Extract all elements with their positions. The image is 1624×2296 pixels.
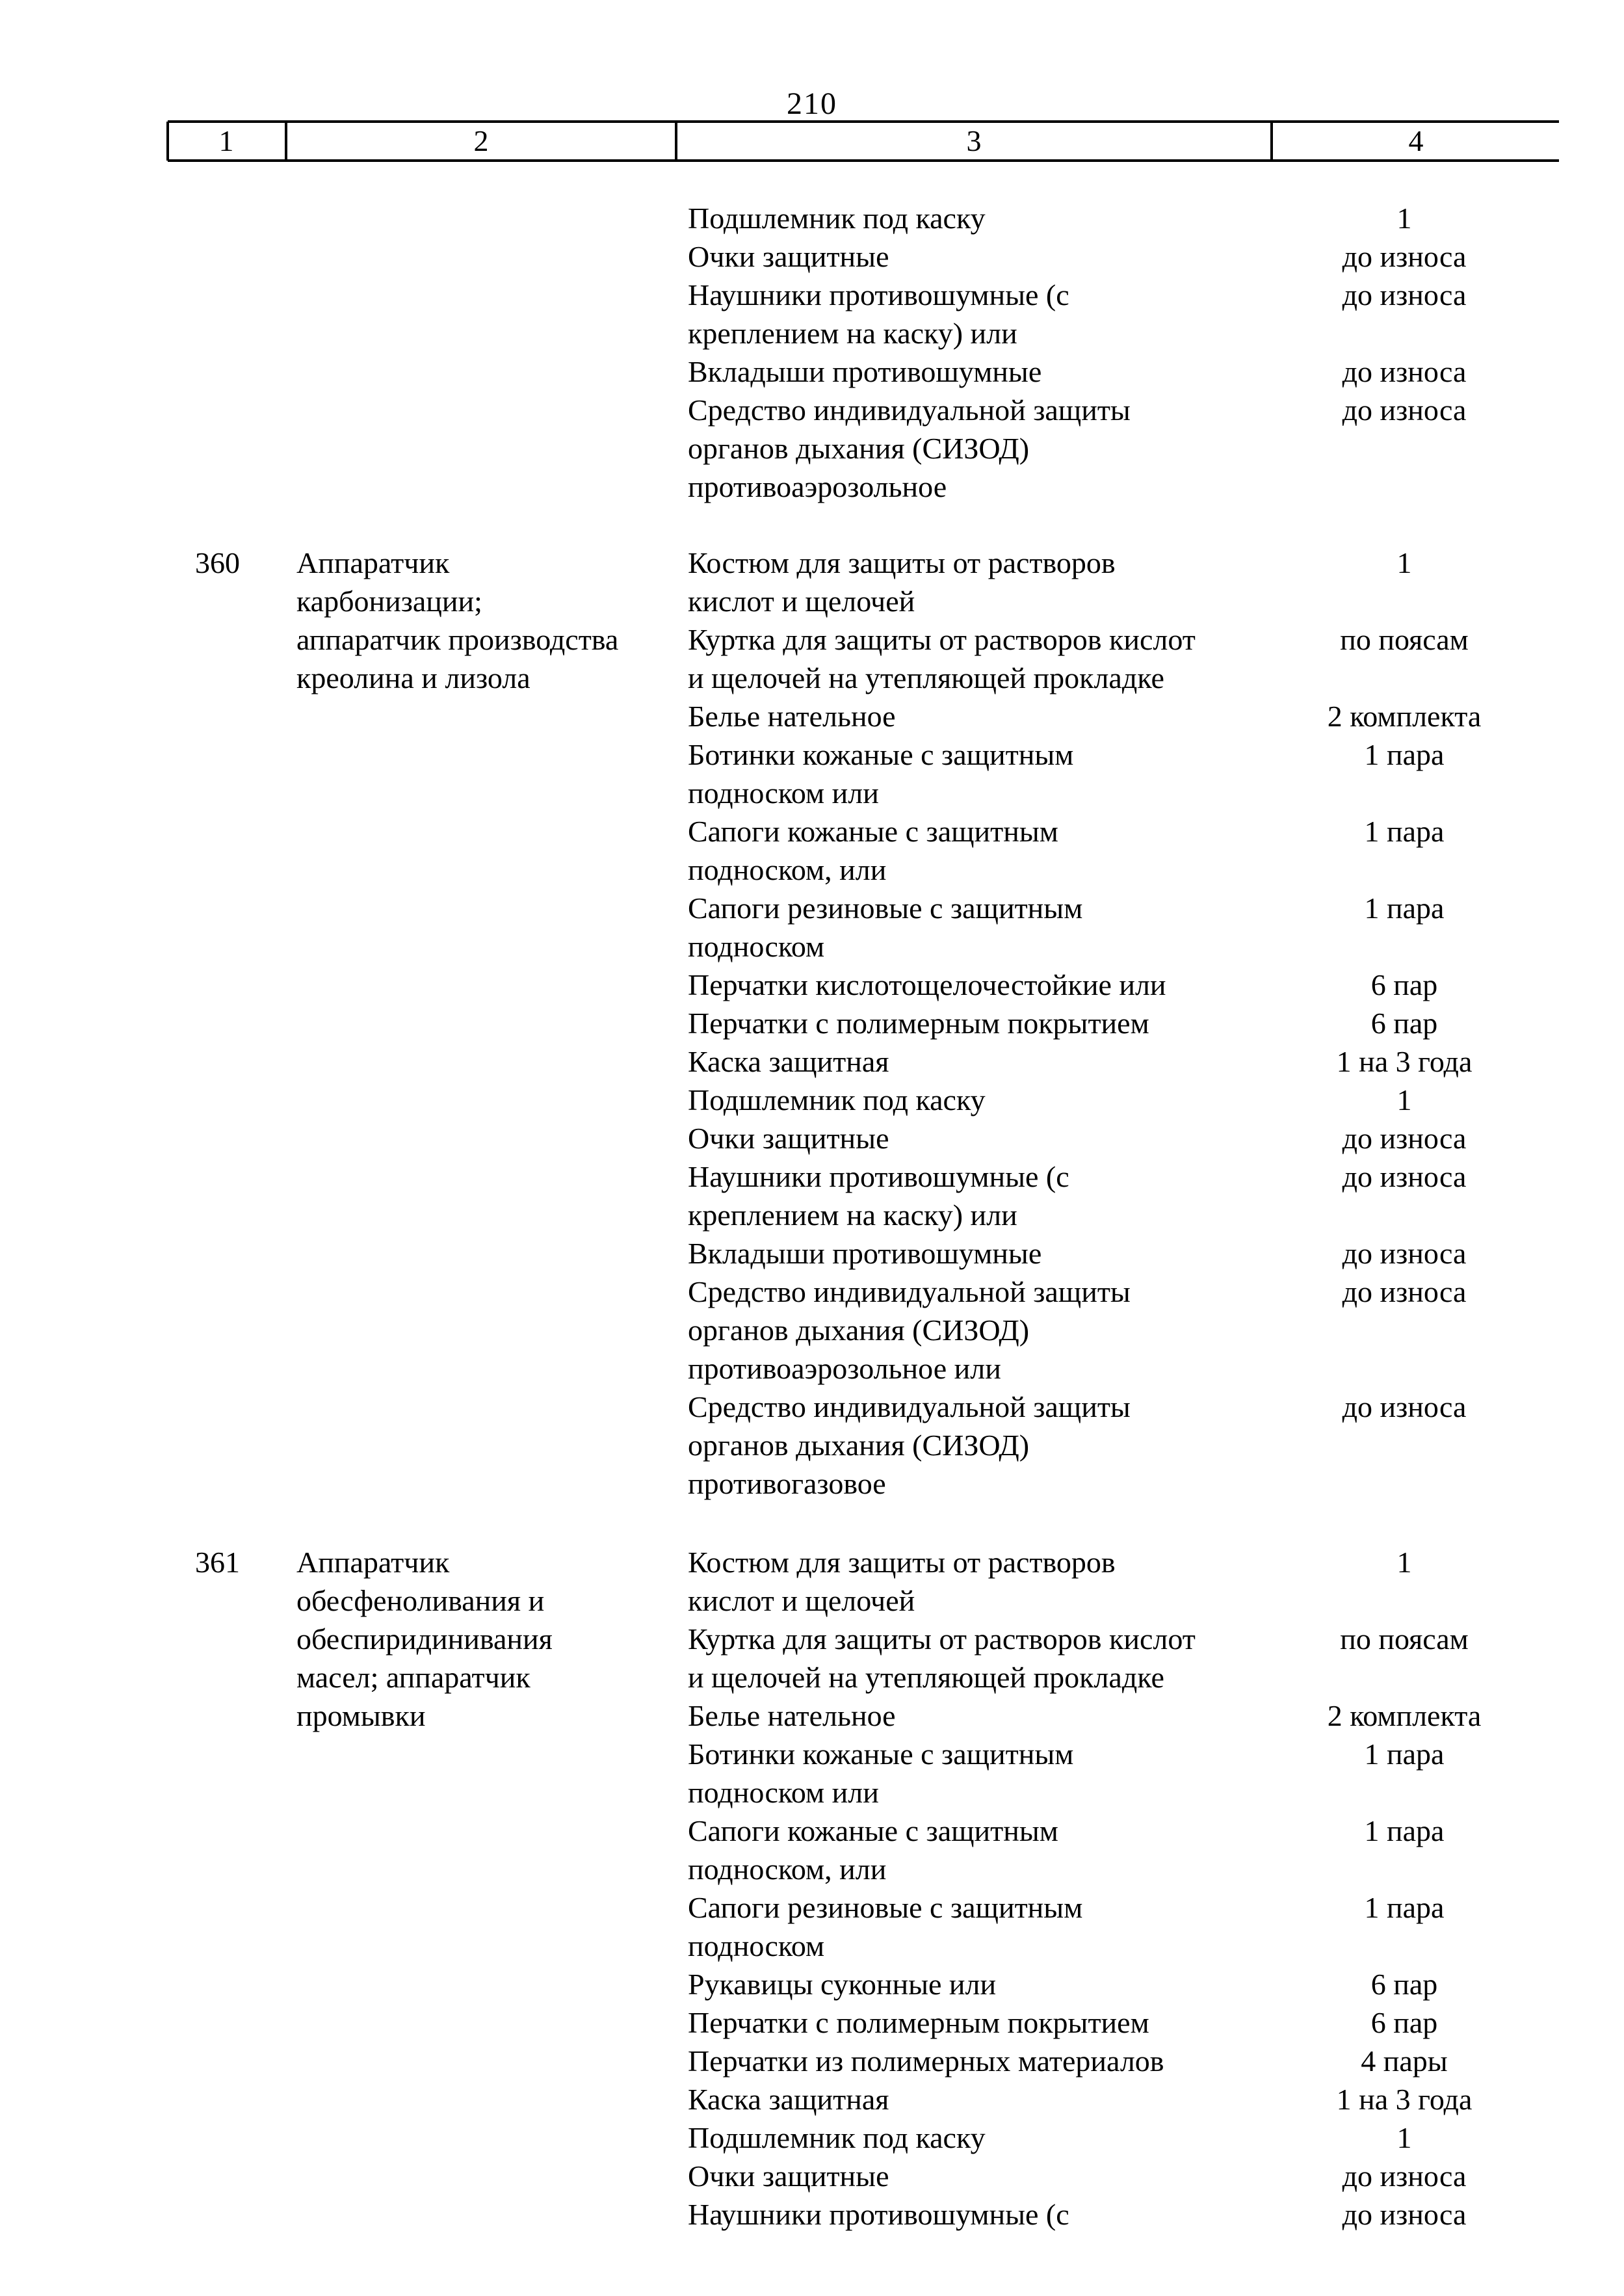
profession-line: масел; аппаратчик: [296, 1661, 530, 1694]
items-cell: [688, 1543, 1482, 2234]
equipment-name-line: Перчатки из полимерных материалов: [688, 2044, 1164, 2078]
equipment-name-line: Средство индивидуальной защиты: [688, 393, 1131, 427]
equipment-item: [688, 889, 1445, 966]
equipment-item: [688, 276, 1467, 352]
equipment-quantity: 1 на 3 года: [1336, 2083, 1473, 2116]
equipment-quantity: до износа: [1342, 1275, 1467, 1308]
equipment-name-line: и щелочей на утепляющей прокладке: [688, 661, 1164, 694]
equipment-quantity: 2 комплекта: [1327, 1699, 1482, 1732]
equipment-name-line: Куртка для защиты от растворов кислот: [688, 623, 1196, 656]
equipment-name: [688, 2157, 1273, 2195]
equipment-name-line: Средство индивидуальной защиты: [688, 1390, 1131, 1423]
equipment-name: [688, 2003, 1273, 2042]
equipment-name: [688, 391, 1273, 506]
equipment-name-line: Белье нательное: [688, 1699, 896, 1732]
equipment-quantity: до износа: [1342, 2198, 1467, 2231]
equipment-quantity: до износа: [1342, 278, 1467, 311]
equipment-item: [688, 1119, 1467, 1157]
equipment-name-line: Каска защитная: [688, 1045, 889, 1078]
equipment-item: [688, 966, 1438, 1004]
equipment-name-line: Наушники противошумные (с: [688, 1160, 1069, 1193]
equipment-quantity: до износа: [1342, 1122, 1467, 1155]
equipment-quantity: 1 пара: [1364, 815, 1445, 848]
equipment-quantity: 1: [1396, 1083, 1412, 1116]
profession-line: Аппаратчик: [296, 1546, 450, 1579]
equipment-name-line: и щелочей на утепляющей прокладке: [688, 1661, 1164, 1694]
equipment-quantity: 1 пара: [1364, 1737, 1445, 1771]
equipment-name-line: подноском: [688, 1929, 825, 1962]
equipment-name: [688, 237, 1273, 276]
equipment-quantity: до износа: [1342, 1160, 1467, 1193]
equipment-quantity: по поясам: [1340, 1622, 1469, 1656]
equipment-item: [688, 352, 1467, 391]
profession-line: аппаратчик производства: [296, 623, 619, 656]
equipment-quantity: 6 пар: [1370, 2006, 1438, 2039]
equipment-name-line: органов дыхания (СИЗОД): [688, 1313, 1030, 1347]
equipment-item: [688, 2003, 1438, 2042]
equipment-item: [688, 735, 1445, 812]
equipment-name-line: Перчатки кислотощелочестойкие или: [688, 968, 1166, 1001]
equipment-name: [688, 2042, 1273, 2080]
equipment-item: [688, 1812, 1445, 1888]
page-number: 210: [787, 86, 837, 121]
equipment-quantity: 6 пар: [1370, 968, 1438, 1001]
profession-cell: [296, 1543, 674, 1735]
profession-line: Аппаратчик: [296, 546, 450, 579]
profession-line: обеспиридинивания: [296, 1622, 553, 1656]
equipment-name: [688, 2195, 1273, 2234]
equipment-item: [688, 812, 1445, 889]
header-col-4: 4: [1408, 124, 1424, 157]
equipment-quantity: 1: [1396, 202, 1412, 235]
equipment-quantity: 4 пары: [1361, 2044, 1448, 2078]
equipment-quantity: 1 на 3 года: [1336, 1045, 1473, 1078]
row-number: 360: [195, 546, 240, 579]
equipment-name: [688, 966, 1273, 1004]
equipment-item: [688, 620, 1469, 697]
equipment-quantity: 6 пар: [1370, 1007, 1438, 1040]
equipment-name: [688, 1004, 1273, 1042]
equipment-quantity: до износа: [1342, 393, 1467, 427]
equipment-item: [688, 2042, 1448, 2080]
equipment-item: [688, 1888, 1445, 1965]
equipment-quantity: 1 пара: [1364, 1891, 1445, 1924]
equipment-name: [688, 1042, 1273, 1081]
equipment-item: [688, 1620, 1469, 1696]
equipment-item: [688, 697, 1482, 735]
equipment-item: [688, 237, 1467, 276]
equipment-name-line: противоаэрозольное или: [688, 1352, 1001, 1385]
equipment-name-line: Сапоги резиновые с защитным: [688, 1891, 1083, 1924]
equipment-item: [688, 199, 1412, 237]
equipment-name-line: Куртка для защиты от растворов кислот: [688, 1622, 1196, 1656]
equipment-name-line: Перчатки с полимерным покрытием: [688, 1007, 1149, 1040]
profession-line: карбонизации;: [296, 585, 482, 618]
equipment-item: [688, 1157, 1467, 1234]
equipment-name-line: Наушники противошумные (с: [688, 2198, 1069, 2231]
equipment-item: [688, 544, 1412, 620]
profession-line: креолина и лизола: [296, 661, 530, 694]
equipment-name: [688, 2118, 1273, 2157]
equipment-item: [688, 2118, 1412, 2157]
equipment-name-line: Костюм для защиты от растворов: [688, 1546, 1116, 1579]
equipment-name-line: Костюм для защиты от растворов: [688, 546, 1116, 579]
equipment-name: [688, 735, 1273, 812]
equipment-quantity: до износа: [1342, 240, 1467, 273]
equipment-name: [688, 1696, 1273, 1735]
equipment-item: [688, 2080, 1473, 2118]
row-number: 361: [195, 1546, 240, 1579]
equipment-name: [688, 1965, 1273, 2003]
equipment-name-line: подноском, или: [688, 853, 887, 886]
equipment-name-line: Вкладыши противошумные: [688, 1237, 1042, 1270]
equipment-item: [688, 1042, 1473, 1081]
equipment-quantity: до износа: [1342, 355, 1467, 388]
equipment-name: [688, 1388, 1273, 1503]
equipment-quantity: 1 пара: [1364, 738, 1445, 771]
equipment-name: [688, 199, 1273, 237]
equipment-name-line: Очки защитные: [688, 1122, 889, 1155]
equipment-name-line: Очки защитные: [688, 2159, 889, 2193]
equipment-name-line: кислот и щелочей: [688, 585, 915, 618]
equipment-name: [688, 276, 1273, 352]
equipment-name-line: Каска защитная: [688, 2083, 889, 2116]
profession-cell: [296, 544, 674, 697]
equipment-name-line: Средство индивидуальной защиты: [688, 1275, 1131, 1308]
profession-line: обесфеноливания и: [296, 1584, 545, 1617]
equipment-item: [688, 1543, 1412, 1620]
equipment-name: [688, 889, 1273, 966]
equipment-name: [688, 2080, 1273, 2118]
equipment-name-line: Подшлемник под каску: [688, 1083, 986, 1116]
equipment-item: [688, 1081, 1412, 1119]
equipment-name-line: креплением на каску) или: [688, 317, 1017, 350]
equipment-name-line: креплением на каску) или: [688, 1198, 1017, 1232]
equipment-name-line: подноском, или: [688, 1853, 887, 1886]
table-header: [168, 120, 1559, 162]
equipment-name: [688, 544, 1273, 620]
equipment-name-line: Перчатки с полимерным покрытием: [688, 2006, 1149, 2039]
equipment-item: [688, 1735, 1445, 1812]
equipment-name-line: подноском или: [688, 776, 879, 810]
equipment-name: [688, 1119, 1273, 1157]
equipment-name-line: подноском или: [688, 1776, 879, 1809]
equipment-name-line: Сапоги кожаные с защитным: [688, 815, 1058, 848]
equipment-quantity: 1 пара: [1364, 1814, 1445, 1847]
equipment-name-line: противогазовое: [688, 1467, 886, 1500]
equipment-name-line: органов дыхания (СИЗОД): [688, 1429, 1030, 1462]
equipment-name: [688, 1543, 1273, 1620]
equipment-quantity: 1: [1396, 1546, 1412, 1579]
equipment-name: [688, 1735, 1273, 1812]
equipment-quantity: до износа: [1342, 2159, 1467, 2193]
equipment-name: [688, 1273, 1273, 1388]
header-col-2: 2: [473, 124, 489, 157]
equipment-name-line: органов дыхания (СИЗОД): [688, 432, 1030, 465]
equipment-quantity: до износа: [1342, 1390, 1467, 1423]
equipment-item: [688, 2195, 1467, 2234]
equipment-name: [688, 1157, 1273, 1234]
equipment-name: [688, 620, 1273, 697]
equipment-name: [688, 812, 1273, 889]
items-cell: [688, 544, 1482, 1503]
equipment-name-line: Белье нательное: [688, 700, 896, 733]
equipment-name: [688, 697, 1273, 735]
equipment-name-line: Сапоги кожаные с защитным: [688, 1814, 1058, 1847]
equipment-name-line: Подшлемник под каску: [688, 2121, 986, 2154]
items-cell: [688, 199, 1467, 506]
equipment-item: [688, 1388, 1467, 1503]
equipment-item: [688, 1696, 1482, 1735]
equipment-name: [688, 1081, 1273, 1119]
header-col-3: 3: [966, 124, 982, 157]
equipment-item: [688, 1234, 1467, 1273]
equipment-item: [688, 391, 1467, 506]
equipment-name: [688, 1620, 1273, 1696]
equipment-name: [688, 1888, 1273, 1965]
equipment-quantity: 6 пар: [1370, 1968, 1438, 2001]
equipment-item: [688, 1965, 1438, 2003]
equipment-quantity: 2 комплекта: [1327, 700, 1482, 733]
equipment-item: [688, 1273, 1467, 1388]
equipment-name-line: Рукавицы суконные или: [688, 1968, 997, 2001]
header-col-1: 1: [218, 124, 234, 157]
equipment-item: [688, 1004, 1438, 1042]
equipment-name-line: Ботинки кожаные с защитным: [688, 738, 1074, 771]
equipment-name-line: Ботинки кожаные с защитным: [688, 1737, 1074, 1771]
equipment-name-line: кислот и щелочей: [688, 1584, 915, 1617]
equipment-name-line: Подшлемник под каску: [688, 202, 986, 235]
equipment-name: [688, 1812, 1273, 1888]
equipment-quantity: до износа: [1342, 1237, 1467, 1270]
equipment-name-line: Вкладыши противошумные: [688, 355, 1042, 388]
profession-line: промывки: [296, 1699, 426, 1732]
equipment-name-line: Наушники противошумные (с: [688, 278, 1069, 311]
equipment-name-line: Сапоги резиновые с защитным: [688, 891, 1083, 925]
equipment-quantity: 1 пара: [1364, 891, 1445, 925]
equipment-quantity: 1: [1396, 546, 1412, 579]
equipment-quantity: 1: [1396, 2121, 1412, 2154]
equipment-name: [688, 1234, 1273, 1273]
equipment-name: [688, 352, 1273, 391]
equipment-name-line: Очки защитные: [688, 240, 889, 273]
equipment-name-line: подноском: [688, 930, 825, 963]
equipment-item: [688, 2157, 1467, 2195]
equipment-name-line: противоаэрозольное: [688, 470, 947, 503]
equipment-quantity: по поясам: [1340, 623, 1469, 656]
